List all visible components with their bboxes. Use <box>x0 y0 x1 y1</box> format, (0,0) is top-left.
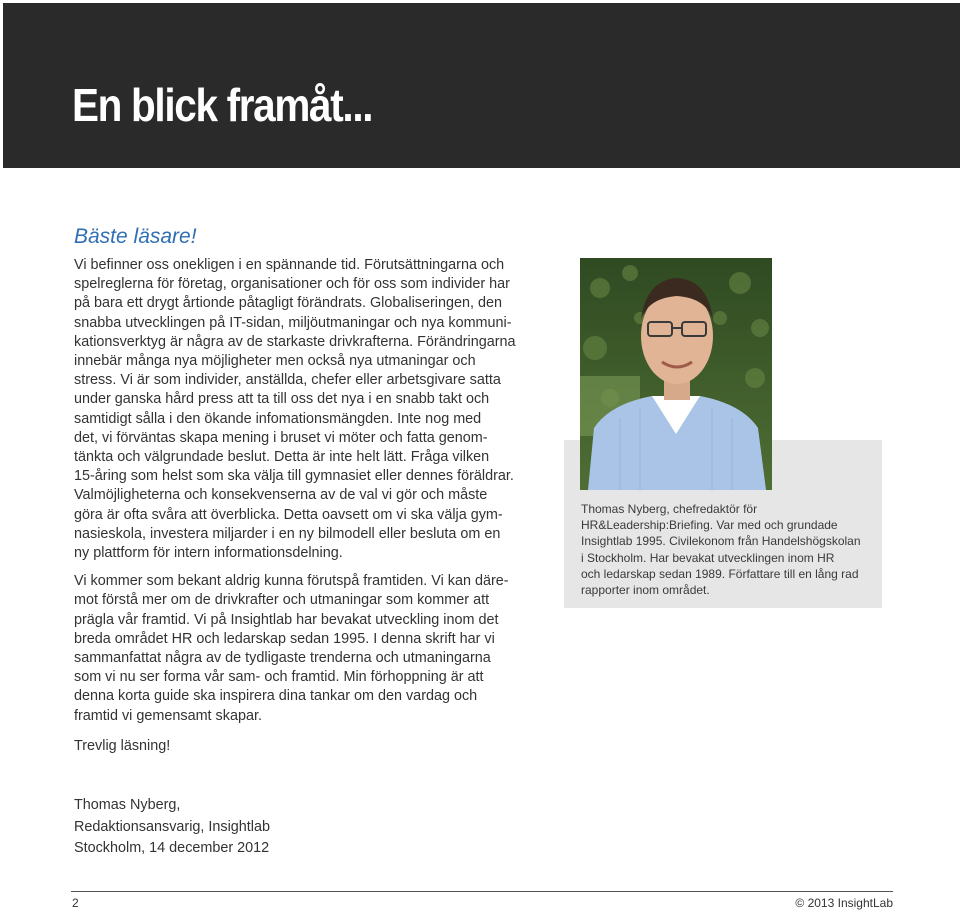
text-line: Valmöjligheterna och konsekvenserna av de val vi gör och måste <box>74 487 488 504</box>
text-line: framtid vi gemensamt skapar. <box>74 707 262 724</box>
text-line: ny plattform för intern informationsdelning. <box>74 545 343 562</box>
copyright-notice: © 2013 InsightLab <box>795 896 893 910</box>
author-portrait <box>580 258 772 490</box>
text-line: nasieskola, investera miljarder i en ny bilmodell eller besluta om en <box>74 525 501 542</box>
page-title: En blick framåt... <box>72 79 373 131</box>
text-line: på bara ett drygt årtionde påtagligt förändrats. Globaliseringen, den <box>74 295 502 312</box>
text-line: Vi kommer som bekant aldrig kunna förutspå framtiden. Vi kan däre- <box>74 573 509 590</box>
text-line: under ganska hård press att ta till oss det nya i en snabb takt och <box>74 391 490 408</box>
text-line: denna korta guide ska inspirera dina tankar om den vardag och <box>74 688 478 705</box>
caption-line: rapporter inom området. <box>581 583 710 598</box>
body-text <box>74 256 544 726</box>
closing-line: Trevlig läsning! <box>74 738 171 754</box>
text-line: snabba utvecklingen på IT-sidan, miljöutmaningar och nya kommuni- <box>74 314 512 331</box>
text-line: som vi nu ser forma vår sam- och framtid. Min förhoppning är att <box>74 669 484 686</box>
text-line: det, vi förväntas skapa mening i bruset vi möter och fatta genom- <box>74 429 488 446</box>
caption-line: HR&Leadership:Briefing. Var med och grundade <box>581 518 838 533</box>
text-line: 15-åring som helst som ska välja till gymnasiet eller dennes föräldrar. <box>74 468 514 485</box>
text-line: stress. Vi är som individer, anställda, chefer eller arbetsgivare satta <box>74 372 501 389</box>
caption-line: Insightlab 1995. Civilekonom från Handelshögskolan <box>581 534 861 549</box>
text-line: kationsverktyg är några av de starkaste drivkrafterna. Förändringarna <box>74 333 516 350</box>
text-line: prägla vår framtid. Vi på Insightlab har bevakat utveckling inom det <box>74 611 499 628</box>
text-line: mot förstå mer om de drivkrafter och utmaningar som kommer att <box>74 592 490 609</box>
text-line: breda området HR och ledarskap sedan 1995. I denna skrift har vi <box>74 630 495 647</box>
text-line: spelreglerna för företag, organisationer och för oss som individer har <box>74 276 510 293</box>
text-line: göra är ofta svåra att överblicka. Detta oavsett om vi ska välja gym- <box>74 506 503 523</box>
signature-block <box>74 795 270 860</box>
page-number: 2 <box>72 896 79 910</box>
footer-divider <box>71 891 893 892</box>
author-photo <box>580 258 772 490</box>
text-line: sammanfattat några av de tydligaste trenderna och utmaningarna <box>74 650 491 667</box>
caption-line: Thomas Nyberg, chefredaktör för <box>581 502 758 516</box>
caption-line: i Stockholm. Har bevakat utvecklingen inom HR <box>581 550 835 565</box>
signature-place-date: Stockholm, 14 december 2012 <box>74 840 270 856</box>
salutation: Bäste läsare! <box>74 225 197 248</box>
text-line: samtidigt sålla i den ökande infomationsmängden. Inte nog med <box>74 410 482 427</box>
signature-name: Thomas Nyberg, <box>74 797 181 813</box>
author-caption <box>581 501 873 598</box>
signature-role: Redaktionsansvarig, Insightlab <box>74 818 270 835</box>
text-line: innebär många nya möjligheter men också nya utmaningar och <box>74 353 476 370</box>
text-line: tänkta och välgrundade beslut. Detta är inte helt lätt. Fråga vilken <box>74 449 490 466</box>
text-line: Vi befinner oss onekligen i en spännande tid. Förutsättningarna och <box>74 257 505 273</box>
paragraph-gap <box>74 563 544 572</box>
caption-line: och ledarskap sedan 1989. Författare till en lång rad <box>581 566 859 581</box>
